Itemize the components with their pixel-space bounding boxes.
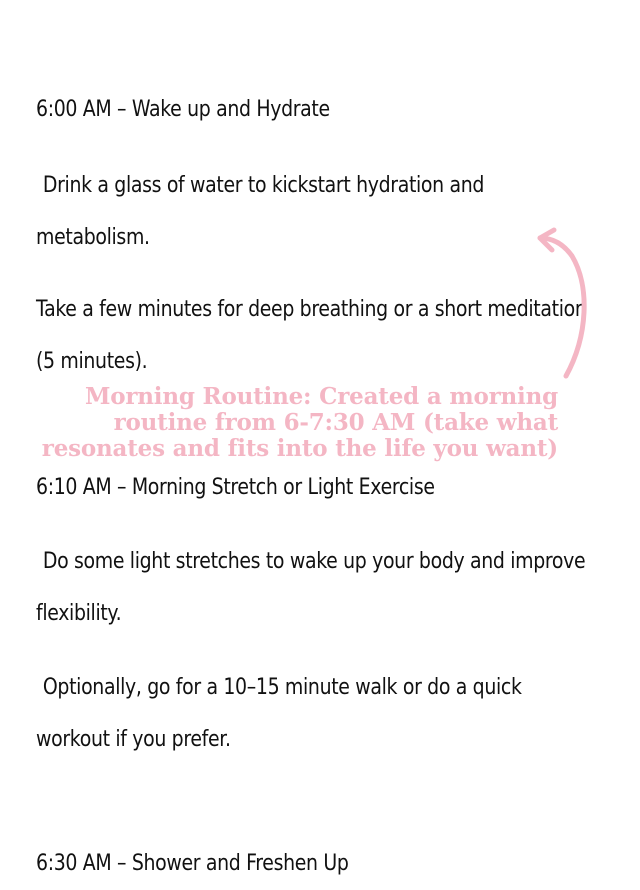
section-heading-stretch: 6:10 AM – Morning Stretch or Light Exercise [36,475,435,500]
overlay-caption-line-2: routine from 6-7:30 AM (take what [113,409,558,436]
overlay-caption-line-1: Morning Routine: Created a morning [84,383,558,410]
section-heading-shower: 6:30 AM – Shower and Freshen Up [36,851,349,876]
paragraph-hydrate: Drink a glass of water to kickstart hydration and metabolism. [36,173,485,250]
overlay-caption-line-3: resonates and fits into the life you want) [41,435,558,462]
overlay-caption [0,384,640,462]
paragraph-stretch: Do some light stretches to wake up your body and improve flexibility. [36,549,586,626]
curved-arrow-up-icon [530,226,600,386]
paragraph-breathing: Take a few minutes for deep breathing or a short meditation (5 minutes). [36,297,587,374]
section-heading-wake-up: 6:00 AM – Wake up and Hydrate [36,97,330,122]
paragraph-walk: Optionally, go for a 10–15 minute walk or do a quick workout if you prefer. [36,675,522,752]
